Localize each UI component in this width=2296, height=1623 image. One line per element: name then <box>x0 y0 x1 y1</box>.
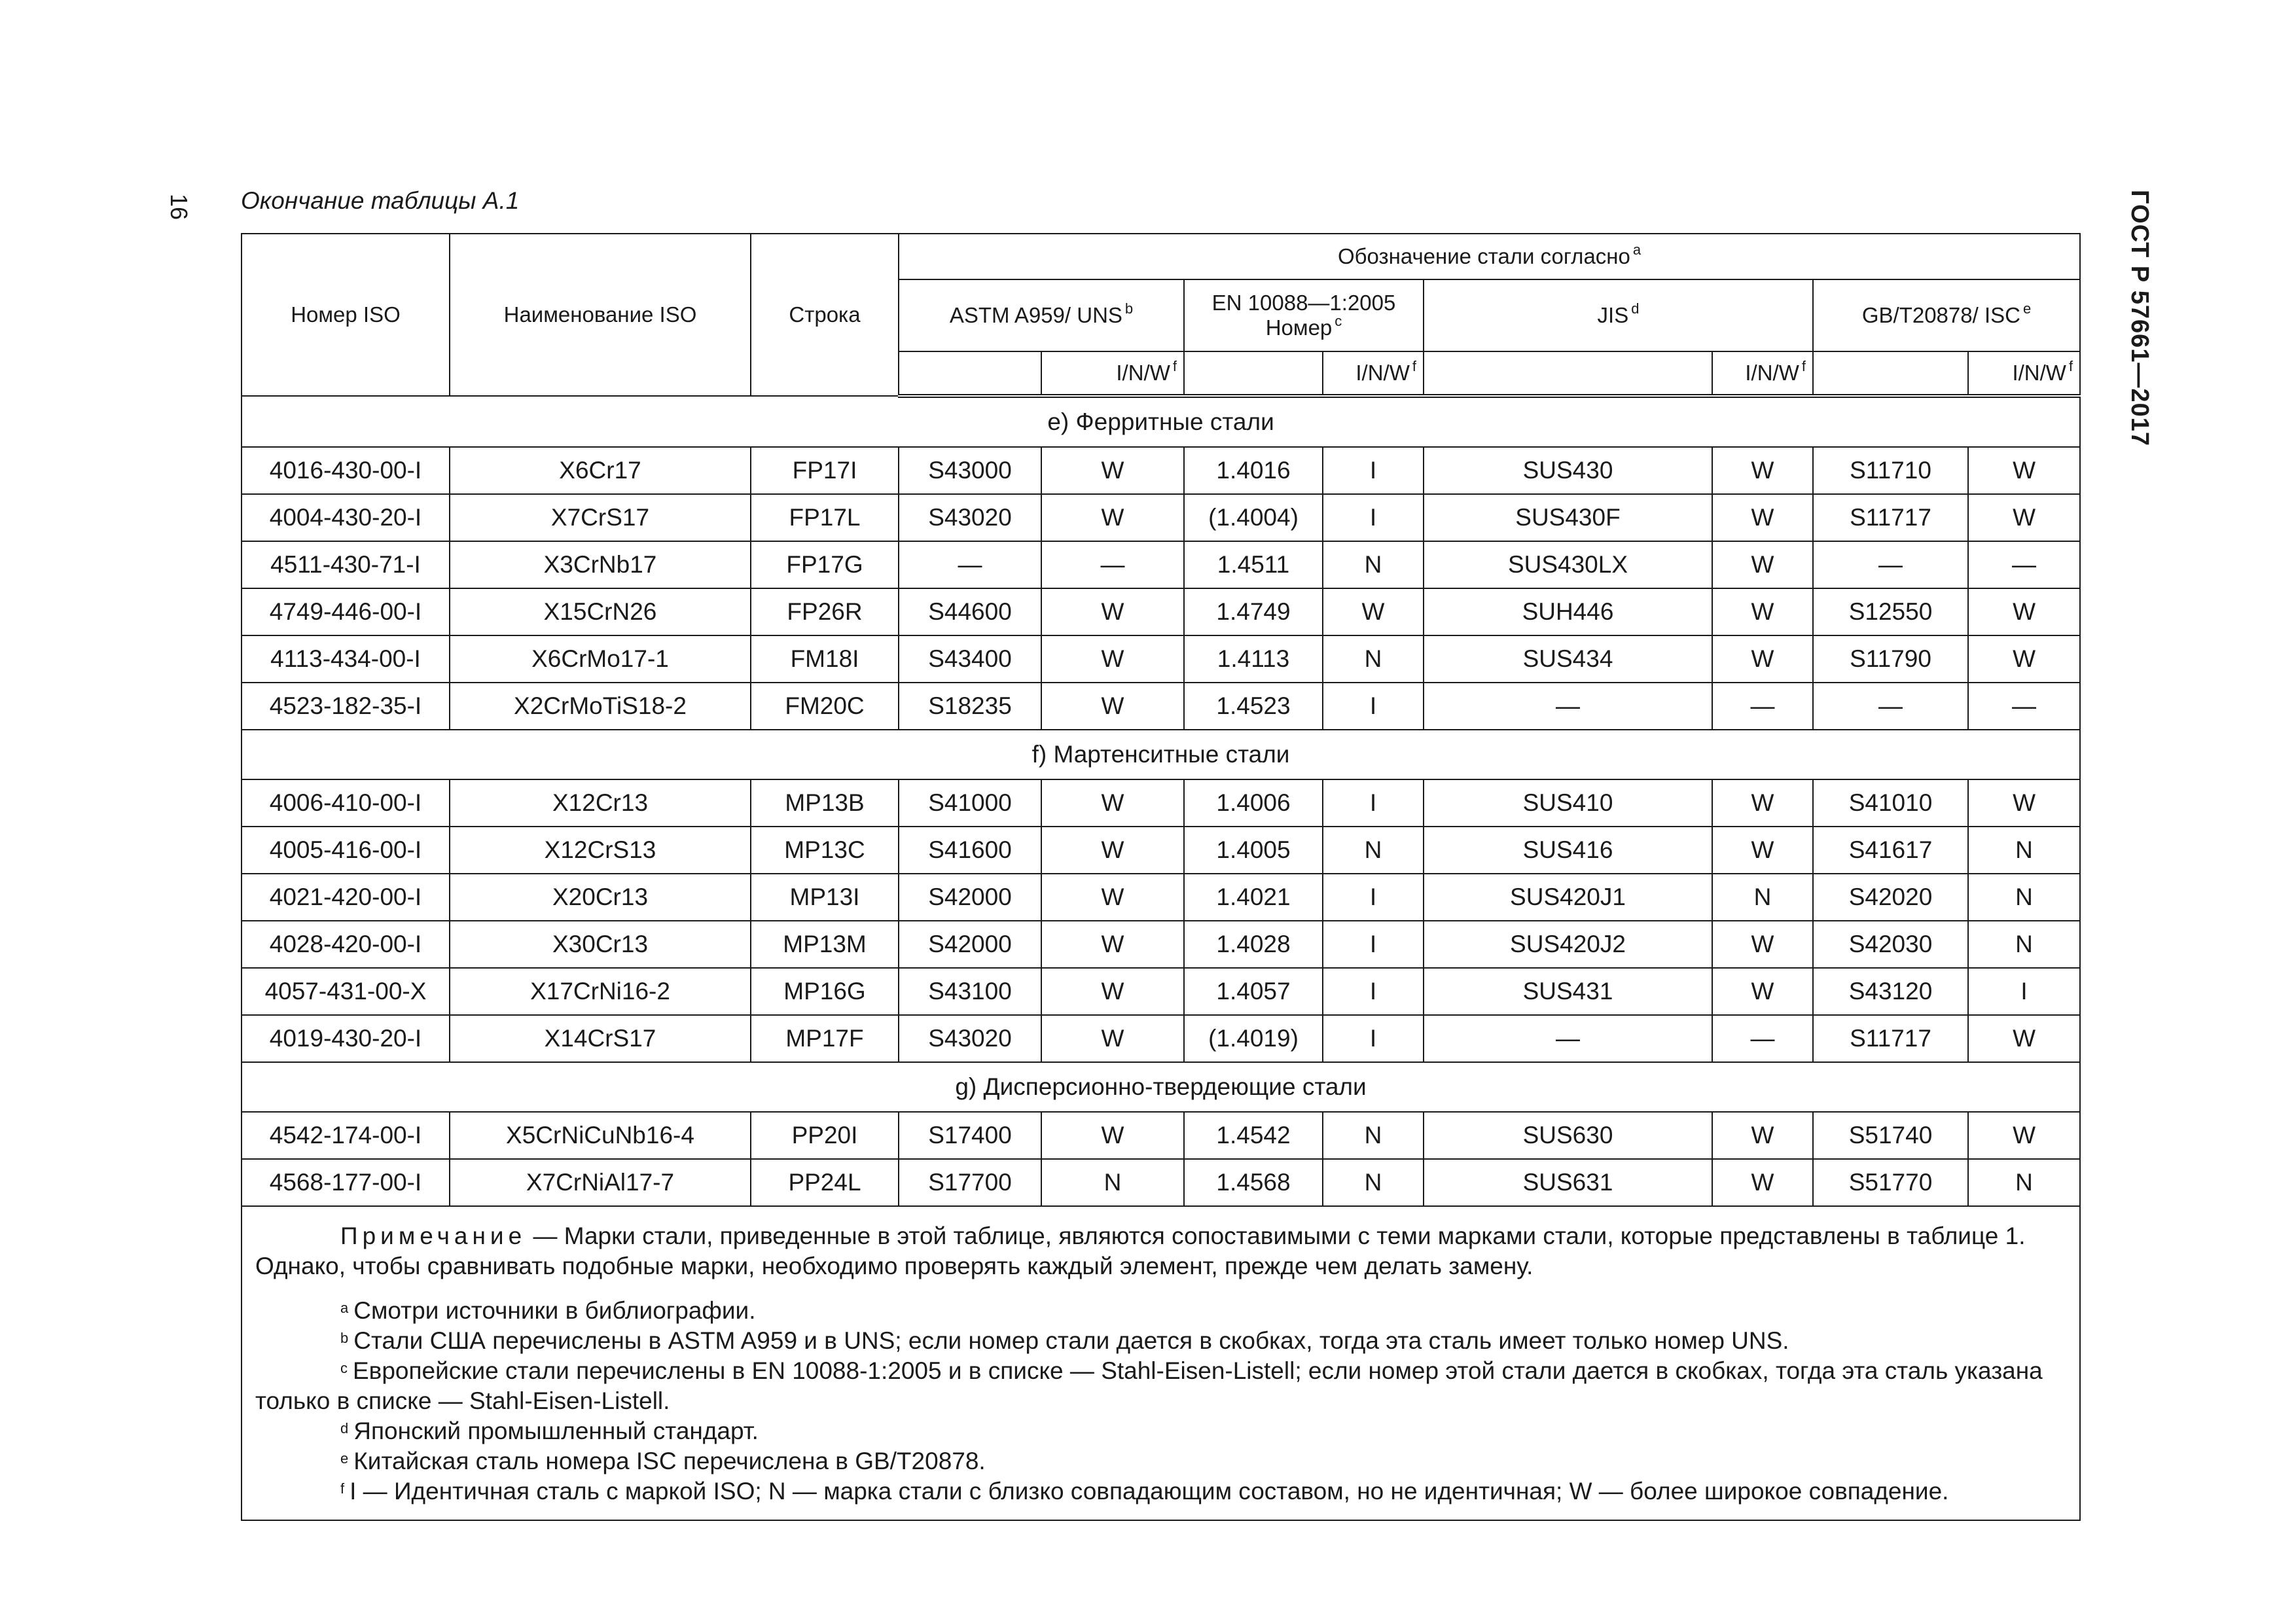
cell-row-code: FP17G <box>751 541 899 588</box>
cell-en-inw: I <box>1323 447 1424 494</box>
cell-astm-inw: W <box>1041 683 1184 730</box>
cell-iso-name: X12Cr13 <box>450 779 751 827</box>
cell-en-number: 1.4511 <box>1184 541 1323 588</box>
cell-astm-inw: W <box>1041 494 1184 541</box>
header-astm-code <box>899 351 1041 396</box>
cell-row-code: FP26R <box>751 588 899 635</box>
cell-iso-number: 4019-430-20-I <box>242 1015 450 1062</box>
cell-gb-inw: — <box>1968 541 2080 588</box>
cell-jis-inw: W <box>1712 1112 1813 1159</box>
cell-en-number: 1.4016 <box>1184 447 1323 494</box>
cell-gb-inw: W <box>1968 494 2080 541</box>
cell-en-inw: I <box>1323 683 1424 730</box>
cell-en-inw: I <box>1323 779 1424 827</box>
footnote-text: Японский промышленный стандарт. <box>353 1418 759 1444</box>
cell-row-code: PP20I <box>751 1112 899 1159</box>
cell-jis-inw: W <box>1712 827 1813 874</box>
note-paragraph <box>255 1221 2066 1281</box>
cell-en-number: 1.4021 <box>1184 874 1323 921</box>
cell-astm-uns: S42000 <box>899 874 1041 921</box>
cell-iso-number: 4057-431-00-X <box>242 968 450 1015</box>
cell-iso-name: X20Cr13 <box>450 874 751 921</box>
table-row <box>242 588 2080 635</box>
cell-en-inw: N <box>1323 635 1424 683</box>
cell-iso-name: X12CrS13 <box>450 827 751 874</box>
cell-jis: — <box>1424 1015 1712 1062</box>
cell-jis: SUS631 <box>1424 1159 1712 1206</box>
cell-jis-inw: W <box>1712 921 1813 968</box>
section-row <box>242 730 2080 779</box>
table-row <box>242 1159 2080 1206</box>
cell-en-number: 1.4006 <box>1184 779 1323 827</box>
cell-gb-isc: S11790 <box>1813 635 1968 683</box>
cell-en-inw: I <box>1323 874 1424 921</box>
cell-iso-number: 4005-416-00-I <box>242 827 450 874</box>
page-number: 16 <box>166 194 192 221</box>
cell-jis-inw: W <box>1712 635 1813 683</box>
cell-jis-inw: N <box>1712 874 1813 921</box>
cell-en-number: 1.4523 <box>1184 683 1323 730</box>
cell-astm-inw: — <box>1041 541 1184 588</box>
footnote-text: Китайская сталь номера ISC перечислена в GB/T20878. <box>353 1448 986 1474</box>
cell-gb-inw: N <box>1968 827 2080 874</box>
cell-en-number: (1.4004) <box>1184 494 1323 541</box>
cell-jis-inw: W <box>1712 968 1813 1015</box>
cell-jis-inw: W <box>1712 779 1813 827</box>
table-row <box>242 827 2080 874</box>
cell-iso-name: X14CrS17 <box>450 1015 751 1062</box>
header-iso-name: Наименование ISO <box>450 234 751 396</box>
cell-iso-number: 4749-446-00-I <box>242 588 450 635</box>
cell-gb-isc: S41617 <box>1813 827 1968 874</box>
cell-gb-inw: W <box>1968 447 2080 494</box>
cell-jis: SUS430F <box>1424 494 1712 541</box>
cell-jis-inw: W <box>1712 447 1813 494</box>
cell-jis: SUS630 <box>1424 1112 1712 1159</box>
cell-jis: SUS420J1 <box>1424 874 1712 921</box>
cell-jis-inw: — <box>1712 1015 1813 1062</box>
cell-gb-inw: — <box>1968 683 2080 730</box>
cell-astm-uns: S18235 <box>899 683 1041 730</box>
cell-iso-number: 4004-430-20-I <box>242 494 450 541</box>
cell-gb-isc: — <box>1813 683 1968 730</box>
cell-gb-inw: N <box>1968 874 2080 921</box>
cell-iso-number: 4028-420-00-I <box>242 921 450 968</box>
cell-astm-uns: S17700 <box>899 1159 1041 1206</box>
header-astm: ASTM A959/ UNS $^b$ <box>899 279 1184 351</box>
cell-astm-uns: — <box>899 541 1041 588</box>
cell-iso-number: 4523-182-35-I <box>242 683 450 730</box>
cell-jis: SUS430LX <box>1424 541 1712 588</box>
cell-row-code: FP17L <box>751 494 899 541</box>
cell-iso-number: 4568-177-00-I <box>242 1159 450 1206</box>
cell-astm-uns: S41000 <box>899 779 1041 827</box>
steel-designation-table <box>241 233 2081 1521</box>
table-row <box>242 494 2080 541</box>
note-text: — Марки стали, приведенные в этой таблице, являются сопоставимыми с теми марками стали, которые представлены в таблице 1. Однако, чтобы сравнивать подобные марки, необходимо проверять каждый элемент, прежде чем делать замену. <box>255 1222 2026 1279</box>
section-title: g) Дисперсионно-твердеющие стали <box>242 1062 2080 1112</box>
cell-iso-name: X30Cr13 <box>450 921 751 968</box>
cell-row-code: MP13B <box>751 779 899 827</box>
header-inw: I/N/W $^f$ <box>1323 351 1424 396</box>
cell-iso-name: X5CrNiCuNb16-4 <box>450 1112 751 1159</box>
table-row <box>242 683 2080 730</box>
footnote-text: Смотри источники в библиографии. <box>353 1297 756 1324</box>
cell-astm-inw: W <box>1041 635 1184 683</box>
cell-gb-inw: W <box>1968 779 2080 827</box>
footnotes-list <box>255 1296 2066 1507</box>
header-inw: I/N/W $^f$ <box>1041 351 1184 396</box>
cell-jis-inw: — <box>1712 683 1813 730</box>
table-row <box>242 1112 2080 1159</box>
cell-gb-isc: S51740 <box>1813 1112 1968 1159</box>
cell-en-number: 1.4568 <box>1184 1159 1323 1206</box>
header-en-code <box>1184 351 1323 396</box>
cell-en-number: 1.4113 <box>1184 635 1323 683</box>
cell-en-inw: N <box>1323 541 1424 588</box>
cell-iso-name: X15CrN26 <box>450 588 751 635</box>
cell-gb-inw: W <box>1968 635 2080 683</box>
cell-gb-isc: S11710 <box>1813 447 1968 494</box>
cell-row-code: MP16G <box>751 968 899 1015</box>
footnote-mark: d <box>340 1420 349 1436</box>
cell-iso-number: 4113-434-00-I <box>242 635 450 683</box>
cell-en-number: 1.4749 <box>1184 588 1323 635</box>
cell-astm-inw: W <box>1041 968 1184 1015</box>
cell-row-code: FM20C <box>751 683 899 730</box>
cell-gb-isc: S43120 <box>1813 968 1968 1015</box>
cell-iso-name: X2CrMoTiS18-2 <box>450 683 751 730</box>
cell-astm-inw: W <box>1041 1112 1184 1159</box>
cell-astm-uns: S41600 <box>899 827 1041 874</box>
header-en: EN 10088—1:2005 Номер $^c$ <box>1184 279 1424 351</box>
header-gb-code <box>1813 351 1968 396</box>
header-jis-code <box>1424 351 1712 396</box>
cell-gb-isc: S42020 <box>1813 874 1968 921</box>
footnote <box>255 1476 2066 1507</box>
section-title: e) Ферритные стали <box>242 396 2080 447</box>
cell-astm-inw: W <box>1041 1015 1184 1062</box>
footnote-text: Стали США перечислены в ASTM A959 и в UNS; если номер стали дается в скобках, тогда эта сталь имеет только номер UNS. <box>353 1327 1789 1354</box>
table-row <box>242 447 2080 494</box>
cell-gb-inw: W <box>1968 1015 2080 1062</box>
footnote-mark: e <box>340 1450 349 1467</box>
footnote <box>255 1296 2066 1326</box>
cell-astm-uns: S17400 <box>899 1112 1041 1159</box>
footnote <box>255 1416 2066 1446</box>
cell-iso-name: X6CrMo17-1 <box>450 635 751 683</box>
cell-gb-isc: S11717 <box>1813 494 1968 541</box>
cell-jis: SUS430 <box>1424 447 1712 494</box>
cell-astm-inw: W <box>1041 874 1184 921</box>
cell-jis: SUS416 <box>1424 827 1712 874</box>
document-code: ГОСТ Р 57661—2017 <box>2126 190 2153 446</box>
note-title: Примечание <box>340 1222 527 1249</box>
footnote-mark: f <box>340 1480 345 1497</box>
cell-iso-name: X3CrNb17 <box>450 541 751 588</box>
cell-astm-uns: S43100 <box>899 968 1041 1015</box>
cell-iso-number: 4542-174-00-I <box>242 1112 450 1159</box>
table-row <box>242 779 2080 827</box>
cell-astm-inw: W <box>1041 827 1184 874</box>
footnote-mark: b <box>340 1330 349 1346</box>
cell-gb-isc: S51770 <box>1813 1159 1968 1206</box>
cell-astm-inw: W <box>1041 779 1184 827</box>
table-row <box>242 874 2080 921</box>
cell-astm-inw: W <box>1041 588 1184 635</box>
cell-jis-inw: W <box>1712 1159 1813 1206</box>
cell-en-number: 1.4005 <box>1184 827 1323 874</box>
cell-en-number: 1.4057 <box>1184 968 1323 1015</box>
cell-en-inw: I <box>1323 1015 1424 1062</box>
table-row <box>242 921 2080 968</box>
cell-jis-inw: W <box>1712 494 1813 541</box>
cell-jis-inw: W <box>1712 541 1813 588</box>
section-title: f) Мартенситные стали <box>242 730 2080 779</box>
cell-jis: SUS431 <box>1424 968 1712 1015</box>
cell-iso-name: X7CrNiAl17-7 <box>450 1159 751 1206</box>
cell-en-inw: I <box>1323 968 1424 1015</box>
cell-gb-inw: I <box>1968 968 2080 1015</box>
cell-en-number: 1.4542 <box>1184 1112 1323 1159</box>
cell-row-code: FM18I <box>751 635 899 683</box>
header-iso-number: Номер ISO <box>242 234 450 396</box>
cell-en-number: 1.4028 <box>1184 921 1323 968</box>
cell-en-number: (1.4019) <box>1184 1015 1323 1062</box>
cell-iso-number: 4006-410-00-I <box>242 779 450 827</box>
cell-jis: SUS420J2 <box>1424 921 1712 968</box>
cell-iso-number: 4016-430-00-I <box>242 447 450 494</box>
table-row <box>242 1015 2080 1062</box>
cell-row-code: MP13C <box>751 827 899 874</box>
table-body <box>242 396 2080 1206</box>
cell-en-inw: I <box>1323 921 1424 968</box>
cell-row-code: MP17F <box>751 1015 899 1062</box>
cell-astm-uns: S43000 <box>899 447 1041 494</box>
cell-gb-isc: S11717 <box>1813 1015 1968 1062</box>
header-row: Строка <box>751 234 899 396</box>
cell-iso-name: X17CrNi16-2 <box>450 968 751 1015</box>
footnote-mark: a <box>340 1300 349 1316</box>
cell-jis: SUS410 <box>1424 779 1712 827</box>
cell-astm-uns: S43020 <box>899 494 1041 541</box>
header-jis: JIS $^d$ <box>1424 279 1813 351</box>
cell-gb-isc: S12550 <box>1813 588 1968 635</box>
section-row <box>242 1062 2080 1112</box>
header-inw: I/N/W $^f$ <box>1712 351 1813 396</box>
cell-iso-name: X6Cr17 <box>450 447 751 494</box>
cell-row-code: MP13I <box>751 874 899 921</box>
section-row <box>242 396 2080 447</box>
footnote <box>255 1356 2066 1416</box>
header-gb: GB/T20878/ ISC $^e$ <box>1813 279 2080 351</box>
notes-block <box>242 1206 2080 1520</box>
cell-gb-isc: S42030 <box>1813 921 1968 968</box>
cell-jis: — <box>1424 683 1712 730</box>
cell-iso-name: X7CrS17 <box>450 494 751 541</box>
cell-gb-isc: S41010 <box>1813 779 1968 827</box>
cell-gb-inw: N <box>1968 1159 2080 1206</box>
footnote-text: Европейские стали перечислены в EN 10088-1:2005 и в списке — Stahl-Eisen-Listell; если номер этой стали дается в скобках, тогда эта сталь указана только в списке — Stahl-Eisen-Listell. <box>255 1357 2043 1414</box>
cell-iso-number: 4511-430-71-I <box>242 541 450 588</box>
cell-astm-inw: N <box>1041 1159 1184 1206</box>
footnote <box>255 1326 2066 1356</box>
cell-en-inw: I <box>1323 494 1424 541</box>
cell-iso-number: 4021-420-00-I <box>242 874 450 921</box>
cell-en-inw: W <box>1323 588 1424 635</box>
cell-row-code: FP17I <box>751 447 899 494</box>
cell-jis: SUS434 <box>1424 635 1712 683</box>
cell-gb-inw: W <box>1968 588 2080 635</box>
cell-gb-isc: — <box>1813 541 1968 588</box>
table-row <box>242 541 2080 588</box>
header-inw: I/N/W $^f$ <box>1968 351 2080 396</box>
cell-astm-uns: S44600 <box>899 588 1041 635</box>
cell-jis-inw: W <box>1712 588 1813 635</box>
footnote-text: I — Идентичная сталь с маркой ISO; N — марка стали с близко совпадающим составом, но не идентичная; W — более широкое совпадение. <box>350 1478 1949 1505</box>
cell-astm-inw: W <box>1041 447 1184 494</box>
cell-en-inw: N <box>1323 827 1424 874</box>
cell-gb-inw: N <box>1968 921 2080 968</box>
cell-astm-uns: S43400 <box>899 635 1041 683</box>
cell-astm-uns: S43020 <box>899 1015 1041 1062</box>
cell-astm-inw: W <box>1041 921 1184 968</box>
footnote-mark: c <box>340 1360 348 1376</box>
header-designation: Обозначение стали согласно $^a$ <box>899 234 2080 279</box>
cell-astm-uns: S42000 <box>899 921 1041 968</box>
cell-en-inw: N <box>1323 1159 1424 1206</box>
table-row <box>242 635 2080 683</box>
cell-gb-inw: W <box>1968 1112 2080 1159</box>
table-row <box>242 968 2080 1015</box>
cell-row-code: PP24L <box>751 1159 899 1206</box>
cell-en-inw: N <box>1323 1112 1424 1159</box>
cell-row-code: MP13M <box>751 921 899 968</box>
table-caption: Окончание таблицы А.1 <box>241 187 520 214</box>
cell-jis: SUH446 <box>1424 588 1712 635</box>
footnote <box>255 1446 2066 1476</box>
